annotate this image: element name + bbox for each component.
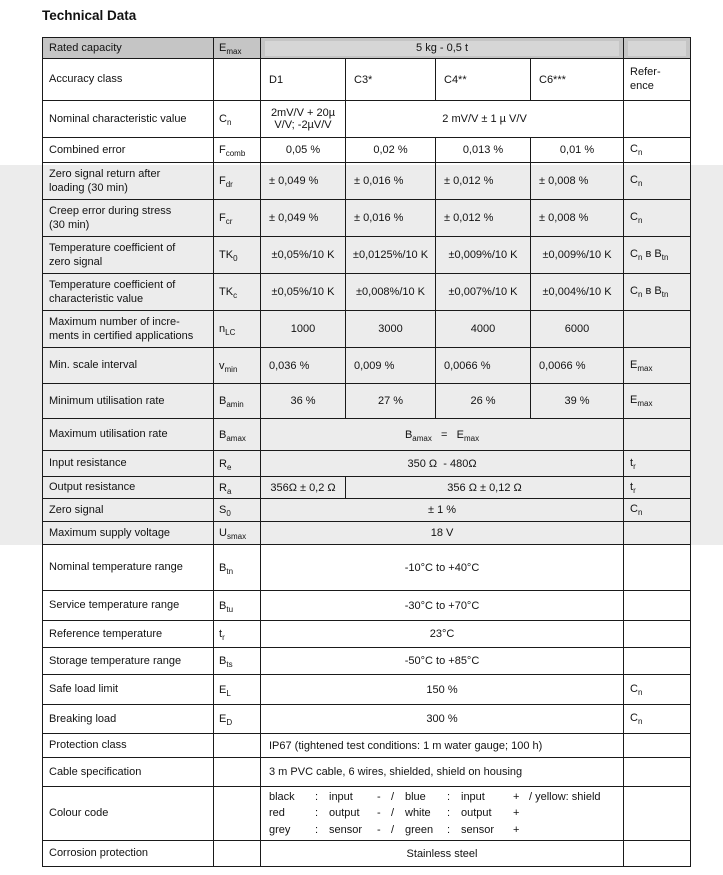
value-cell: 23°C <box>261 621 624 648</box>
reference-cell: $E_{max}$ <box>624 384 691 419</box>
row-label: Accuracy class <box>43 59 214 101</box>
row-symbol: $F_{dr}$ <box>214 163 261 200</box>
reference-cell: $C_n$ <box>624 163 691 200</box>
highlight-inset: 5 kg - 0,5 t <box>265 41 619 56</box>
row-symbol: $C_n$ <box>214 101 261 138</box>
value-cell <box>261 787 624 841</box>
highlight-inset <box>628 41 686 56</box>
value-cell: ± 0,016 % <box>346 163 436 200</box>
value-cell: Stainless steel <box>261 841 624 867</box>
table-row <box>43 163 691 200</box>
row-label: Cable specification <box>43 758 214 787</box>
table-row <box>43 384 691 419</box>
row-symbol: $R_a$ <box>214 477 261 499</box>
table-row <box>43 101 691 138</box>
value-cell: 300 % <box>261 705 624 734</box>
row-symbol <box>214 758 261 787</box>
value-cell: 2 mV/V ± 1 µ V/V <box>346 101 624 138</box>
row-symbol: $E_{max}$ <box>214 38 261 59</box>
table-row <box>43 419 691 451</box>
row-symbol <box>214 841 261 867</box>
row-label: Breaking load <box>43 705 214 734</box>
row-label: Protection class <box>43 734 214 758</box>
table-row <box>43 545 691 591</box>
reference-cell: $C_n$ <box>624 675 691 705</box>
reference-cell: Refer- ence <box>624 59 691 101</box>
page-title: Technical Data <box>42 8 137 23</box>
value-cell: -10°C to +40°C <box>261 545 624 591</box>
value-cell: ± 0,049 % <box>261 200 346 237</box>
value-cell: C4** <box>436 59 531 101</box>
value-cell: ±0,0125%/10 K <box>346 237 436 274</box>
row-label: Corrosion protection <box>43 841 214 867</box>
value-cell: ±0,009%/10 K <box>436 237 531 274</box>
value-cell: 18 V <box>261 522 624 545</box>
value-cell: C3* <box>346 59 436 101</box>
row-symbol: $E_D$ <box>214 705 261 734</box>
reference-cell <box>624 419 691 451</box>
row-label: Creep error during stress (30 min) <box>43 200 214 237</box>
value-cell: 3000 <box>346 311 436 348</box>
reference-cell: $C_n$ в $B_{tn}$ <box>624 237 691 274</box>
row-label: Minimum utilisation rate <box>43 384 214 419</box>
row-label: Input resistance <box>43 451 214 477</box>
value-cell <box>261 38 624 59</box>
value-cell: 356Ω ± 0,2 Ω <box>261 477 346 499</box>
value-cell: ±0,05%/10 K <box>261 274 346 311</box>
reference-cell <box>624 38 691 59</box>
value-cell: 6000 <box>531 311 624 348</box>
colour-code-line: grey : sensor - / green : sensor + <box>269 823 520 836</box>
row-label: Maximum utilisation rate <box>43 419 214 451</box>
reference-cell <box>624 734 691 758</box>
value-cell: C6*** <box>531 59 624 101</box>
spec-table-body <box>43 38 691 867</box>
row-symbol: $S_0$ <box>214 499 261 522</box>
value-cell: 3 m PVC cable, 6 wires, shielded, shield on housing <box>261 758 624 787</box>
value-cell: 36 % <box>261 384 346 419</box>
row-symbol: $F_{comb}$ <box>214 138 261 163</box>
value-cell: 39 % <box>531 384 624 419</box>
row-label: Service temperature range <box>43 591 214 621</box>
row-label: Nominal characteristic value <box>43 101 214 138</box>
table-row <box>43 522 691 545</box>
value-cell: 0,05 % <box>261 138 346 163</box>
table-row <box>43 138 691 163</box>
table-row <box>43 311 691 348</box>
technical-data-table <box>42 37 691 867</box>
table-row <box>43 59 691 101</box>
table-row <box>43 237 691 274</box>
value-cell: 0,009 % <box>346 348 436 384</box>
table-row <box>43 200 691 237</box>
reference-cell <box>624 545 691 591</box>
reference-cell <box>624 101 691 138</box>
colour-code-line: black : input - / blue : input + / yellow: shield <box>269 790 601 803</box>
row-label: Min. scale interval <box>43 348 214 384</box>
row-label: Maximum number of incre- ments in certified applications <box>43 311 214 348</box>
value-cell: ± 0,008 % <box>531 163 624 200</box>
reference-cell: $C_n$ <box>624 705 691 734</box>
row-label: Reference temperature <box>43 621 214 648</box>
value-cell: 4000 <box>436 311 531 348</box>
value-cell: ± 0,049 % <box>261 163 346 200</box>
reference-cell <box>624 522 691 545</box>
reference-cell <box>624 787 691 841</box>
row-symbol: $E_L$ <box>214 675 261 705</box>
value-cell: 27 % <box>346 384 436 419</box>
value-cell: ± 0,016 % <box>346 200 436 237</box>
row-label: Zero signal <box>43 499 214 522</box>
value-cell: IP67 (tightened test conditions: 1 m water gauge; 100 h) <box>261 734 624 758</box>
reference-cell: $E_{max}$ <box>624 348 691 384</box>
value-cell: 350 Ω - 480Ω <box>261 451 624 477</box>
value-cell: ±0,009%/10 K <box>531 237 624 274</box>
value-cell: 150 % <box>261 675 624 705</box>
row-symbol: $B_{tn}$ <box>214 545 261 591</box>
table-row <box>43 787 691 841</box>
row-symbol: $B_{ts}$ <box>214 648 261 675</box>
value-cell: 0,0066 % <box>531 348 624 384</box>
value-cell: 356 Ω ± 0,12 Ω <box>346 477 624 499</box>
value-cell: 1000 <box>261 311 346 348</box>
reference-cell <box>624 648 691 675</box>
row-symbol: $U_{smax}$ <box>214 522 261 545</box>
row-symbol: $n_{LC}$ <box>214 311 261 348</box>
row-symbol: $t_r$ <box>214 621 261 648</box>
row-label: Safe load limit <box>43 675 214 705</box>
value-cell: 0,02 % <box>346 138 436 163</box>
row-symbol: $v_{min}$ <box>214 348 261 384</box>
table-row <box>43 274 691 311</box>
value-cell: D1 <box>261 59 346 101</box>
table-row <box>43 705 691 734</box>
value-cell: ±0,004%/10 K <box>531 274 624 311</box>
value-cell: 26 % <box>436 384 531 419</box>
table-row <box>43 591 691 621</box>
table-row <box>43 648 691 675</box>
row-label: Combined error <box>43 138 214 163</box>
value-cell: 0,01 % <box>531 138 624 163</box>
reference-cell: $C_n$ <box>624 499 691 522</box>
row-symbol: $B_{tu}$ <box>214 591 261 621</box>
row-symbol <box>214 59 261 101</box>
value-cell: ±0,05%/10 K <box>261 237 346 274</box>
reference-cell: $t_r$ <box>624 477 691 499</box>
value-cell: ±0,008%/10 K <box>346 274 436 311</box>
row-symbol: $F_{cr}$ <box>214 200 261 237</box>
value-cell: ± 0,012 % <box>436 200 531 237</box>
row-label: Temperature coefficient of characteristic value <box>43 274 214 311</box>
table-row <box>43 348 691 384</box>
row-label: Rated capacity <box>43 38 214 59</box>
reference-cell <box>624 758 691 787</box>
row-label: Temperature coefficient of zero signal <box>43 237 214 274</box>
colour-code-line: red : output - / white : output + <box>269 807 520 820</box>
reference-cell: $t_r$ <box>624 451 691 477</box>
value-cell: -50°C to +85°C <box>261 648 624 675</box>
table-row <box>43 758 691 787</box>
table-row <box>43 451 691 477</box>
row-label: Maximum supply voltage <box>43 522 214 545</box>
reference-cell: $C_n$ <box>624 200 691 237</box>
row-label: Nominal temperature range <box>43 545 214 591</box>
row-symbol <box>214 734 261 758</box>
value-cell: 0,036 % <box>261 348 346 384</box>
row-symbol: $TK_c$ <box>214 274 261 311</box>
table-row <box>43 734 691 758</box>
row-symbol: $B_{amax}$ <box>214 419 261 451</box>
row-symbol: $R_e$ <box>214 451 261 477</box>
table-row <box>43 499 691 522</box>
table-row <box>43 841 691 867</box>
row-symbol <box>214 787 261 841</box>
row-label: Output resistance <box>43 477 214 499</box>
value-cell: ±0,007%/10 K <box>436 274 531 311</box>
value-cell: 2mV/V + 20µ V/V; -2µV/V <box>261 101 346 138</box>
row-symbol: $B_{amin}$ <box>214 384 261 419</box>
value-cell: ± 1 % <box>261 499 624 522</box>
reference-cell <box>624 621 691 648</box>
value-cell: 0,013 % <box>436 138 531 163</box>
row-label: Zero signal return after loading (30 min) <box>43 163 214 200</box>
value-cell: -30°C to +70°C <box>261 591 624 621</box>
table-row <box>43 477 691 499</box>
row-label: Colour code <box>43 787 214 841</box>
reference-cell <box>624 591 691 621</box>
value-cell: ± 0,008 % <box>531 200 624 237</box>
value-cell: $B_{amax} = E_{max}$ <box>261 419 624 451</box>
table-row <box>43 38 691 59</box>
table-row <box>43 675 691 705</box>
value-cell: ± 0,012 % <box>436 163 531 200</box>
reference-cell <box>624 841 691 867</box>
table-row <box>43 621 691 648</box>
reference-cell: $C_n$ <box>624 138 691 163</box>
row-symbol: $TK_0$ <box>214 237 261 274</box>
reference-cell: $C_n$ в $B_{tn}$ <box>624 274 691 311</box>
row-label: Storage temperature range <box>43 648 214 675</box>
reference-cell <box>624 311 691 348</box>
value-cell: 0,0066 % <box>436 348 531 384</box>
